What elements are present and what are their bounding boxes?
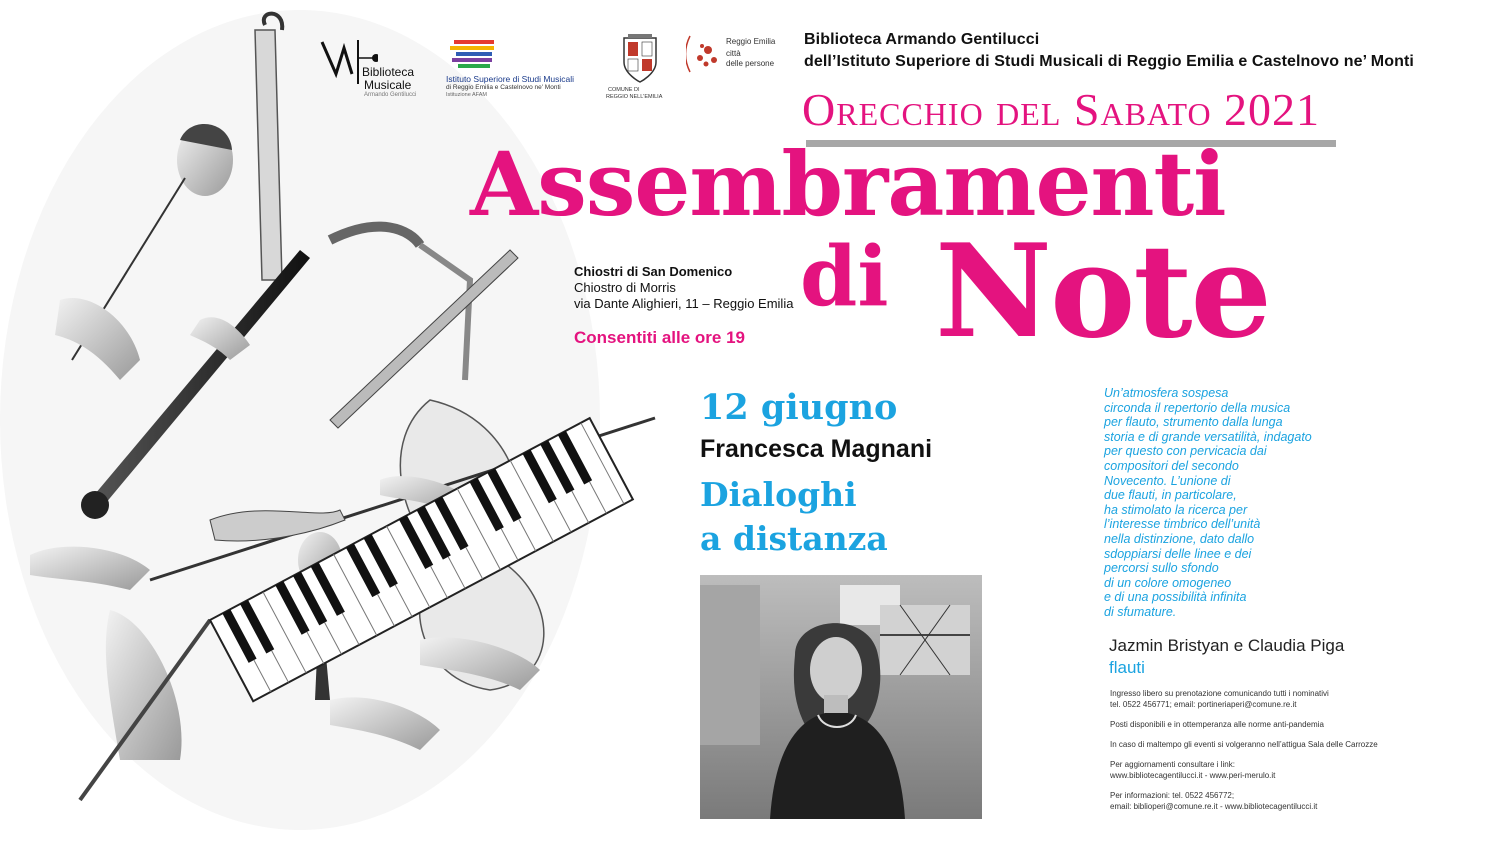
comune-logo-line2: REGGIO NELL'EMILIA (606, 94, 663, 100)
istituto-superiore-logo (444, 36, 594, 96)
comune-crest-icon (620, 32, 660, 84)
comune-reggio-logo (606, 32, 676, 104)
description-line: nella distinzione, dato dallo (1104, 531, 1255, 546)
istituto-logo-line3: Istituzione AFAM (446, 92, 487, 98)
description-line: due flauti, in particolare, (1104, 488, 1237, 503)
info-seats: Posti disponibili e in ottemperanza alle norme anti-pandemia (1110, 720, 1324, 729)
description-line: compositori del secondo (1104, 458, 1239, 473)
practical-info (1110, 688, 1410, 812)
reggio-logo-line2: città (726, 49, 741, 58)
info-updates: Per aggiornamenti consultare i link: (1110, 760, 1235, 769)
main-title-di: di (800, 229, 889, 325)
istituto-logo-line2: di Reggio Emilia e Castelnovo ne' Monti (446, 84, 561, 91)
istituto-emblem (444, 36, 504, 72)
istituto-logo-line1: Istituto Superiore di Studi Musicali (446, 74, 575, 84)
biblioteca-logo-line3: Armando Gentilucci (364, 92, 417, 98)
comune-logo-line1: COMUNE DI (608, 87, 640, 93)
description-line: circonda il repertorio della musica (1104, 400, 1291, 415)
venue-name: Chiostri di San Domenico (574, 264, 733, 279)
main-title-note: Note (935, 217, 1270, 367)
performers-names: Jazmin Bristyan e Claudia Piga (1109, 636, 1345, 655)
info-booking: Ingresso libero su prenotazione comunicando tutti i nominativi (1110, 689, 1329, 698)
description-line: percorsi sullo sfondo (1104, 561, 1219, 576)
info-bad-weather: In caso di maltempo gli eventi si volgeranno nell’attigua Sala delle Carrozze (1110, 740, 1378, 749)
event-date: 12 giugno (700, 387, 898, 428)
presenter-photo (700, 575, 982, 819)
description-line: sdoppiarsi delle linee e dei (1104, 546, 1252, 561)
description-line: per flauto, strumento dalla lunga (1104, 415, 1283, 430)
series-title: Orecchio del Sabato 2021 (802, 84, 1321, 135)
description-line: di un colore omogeneo (1104, 575, 1232, 590)
info-contacts-email: email: biblioperi@comune.re.it - www.bibliotecagentilucci.it (1110, 802, 1318, 811)
info-contacts: Per informazioni: tel. 0522 456772; (1110, 791, 1235, 800)
description-line: storia e di grande versatilità, indagato (1104, 429, 1312, 444)
main-title-assembramenti: Assembramenti (470, 132, 1226, 236)
description-line: e di una possibilità infinita (1104, 590, 1247, 605)
reggio-logo-line1: Reggio Emilia (726, 37, 776, 46)
venue-address: via Dante Alighieri, 11 – Reggio Emilia (574, 296, 794, 311)
biblioteca-logo-line2: Musicale (364, 78, 412, 92)
presenter-portrait-image (700, 575, 982, 819)
info-updates-links: www.bibliotecagentilucci.it - www.peri-merulo.it (1110, 771, 1276, 780)
header-organizer-line1: Biblioteca Armando Gentilucci (804, 31, 1040, 48)
event-title-line1: Dialoghi (700, 475, 857, 514)
reggio-logo-line3: delle persone (726, 59, 775, 68)
event-presenter: Francesca Magnani (700, 435, 933, 463)
description-line: l’interesse timbrico dell’unità (1104, 517, 1261, 532)
musicians-collage-illustration (0, 0, 700, 844)
description-line: Novecento. L’unione di (1104, 473, 1231, 488)
biblioteca-logo-line1: Biblioteca (362, 65, 415, 79)
venue-sub: Chiostro di Morris (574, 280, 676, 295)
venue-time: Consentiti alle ore 19 (574, 328, 745, 347)
description-line: ha stimolato la ricerca per (1104, 502, 1248, 517)
biblioteca-musicale-logo (318, 34, 418, 104)
description-line: Un’atmosfera sospesa (1104, 386, 1229, 400)
header-organizer-line2: dell’Istituto Superiore di Studi Musicali di Reggio Emilia e Castelnovo ne’ Monti (804, 53, 1414, 70)
description-line: di sfumature. (1104, 604, 1177, 619)
reggio-emilia-emblem (686, 34, 722, 74)
performers-instrument: flauti (1109, 658, 1145, 677)
event-title-line2: a distanza (700, 519, 888, 558)
info-booking-contact: tel. 0522 456771; email: portineriaperi@comune.re.it (1110, 700, 1297, 709)
description-line: per questo con pervicacia dai (1104, 444, 1267, 459)
reggio-emilia-citta-logo (686, 34, 786, 94)
event-description (1104, 386, 1344, 620)
